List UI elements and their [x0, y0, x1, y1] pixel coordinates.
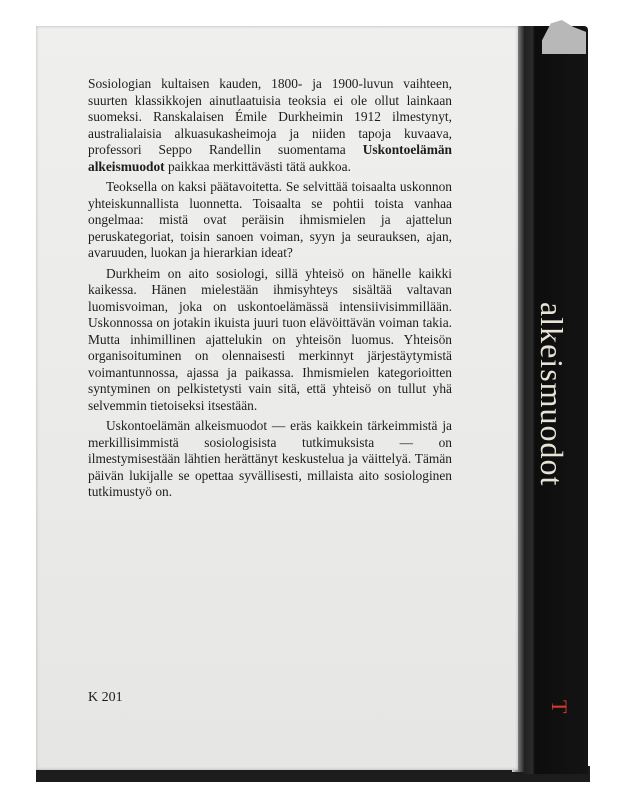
spine-title: alkeismuodot	[534, 302, 570, 487]
book-title-emphasis: Uskontoelämän alkeismuodot	[88, 142, 452, 174]
blurb-text	[88, 76, 452, 505]
catalog-code: K 201	[88, 690, 123, 705]
blurb-paragraph: Sosiologian kultaisen kauden, 1800- ja 1900-luvun vaihteen, suurten klassikkojen ainutlaatuisia teoksia ei ole ollut lainkaan suomeksi. Ranskalaisen Émile Durkheimin 1912 ilmestynyt, australialaisia alkuasukasheimoja ja niiden tapoja kuvaava, professori Seppo Randellin suomentama Uskontoelämän alkeismuodot paikkaa merkittävästi tätä aukkoa.	[88, 76, 452, 174]
spine-mark: T	[547, 700, 572, 714]
blurb-paragraph: Uskontoelämän alkeismuodot — eräs kaikkein tärkeimmistä ja merkillisimmistä sosiologisista tutkimuksista — on ilmestymisestään lähtien herättänyt keskustelua ja väittelyä. Tämän päivän lukijalle se opettaa syvällisesti, millaista aito sosiologinen tutkimustyö on.	[88, 418, 452, 499]
blurb-paragraph: Teoksella on kaksi päätavoitetta. Se selvittää toisaalta uskonnon yhteiskunnallista luonnetta. Toisaalta se pohtii toista vanhaa ongelmaa: mistä ovat peräisin ihmismielen ja ajattelun peruskategoriat, toisin sanoen voiman, syyn ja seurauksen, ajan, avaruuden, luokan ja hierarkian ideat?	[88, 179, 452, 260]
blurb-paragraph: Durkheim on aito sosiologi, sillä yhteisö on hänelle kaikki kaikessa. Hänen mielestään ihmisyhteys sisältää valtavan luomisvoiman, joka on uskontoelämässä intensiivisimmillään. Uskonnossa on jotakin ikuista juuri tuon elävöittävän voiman takia. Mutta inhimillinen ajattelukin on yhteisön luomus. Yhteisön organisoituminen on olennaisesti merkinnyt järjestäytymistä voimantunnossa, ajassa ja paikassa. Ihmismielen kategorioitten syntyminen on pelkistetysti vain sitä, että yhteisö on tullut yhä selvemmin tietoiseksi itsestään.	[88, 265, 452, 413]
